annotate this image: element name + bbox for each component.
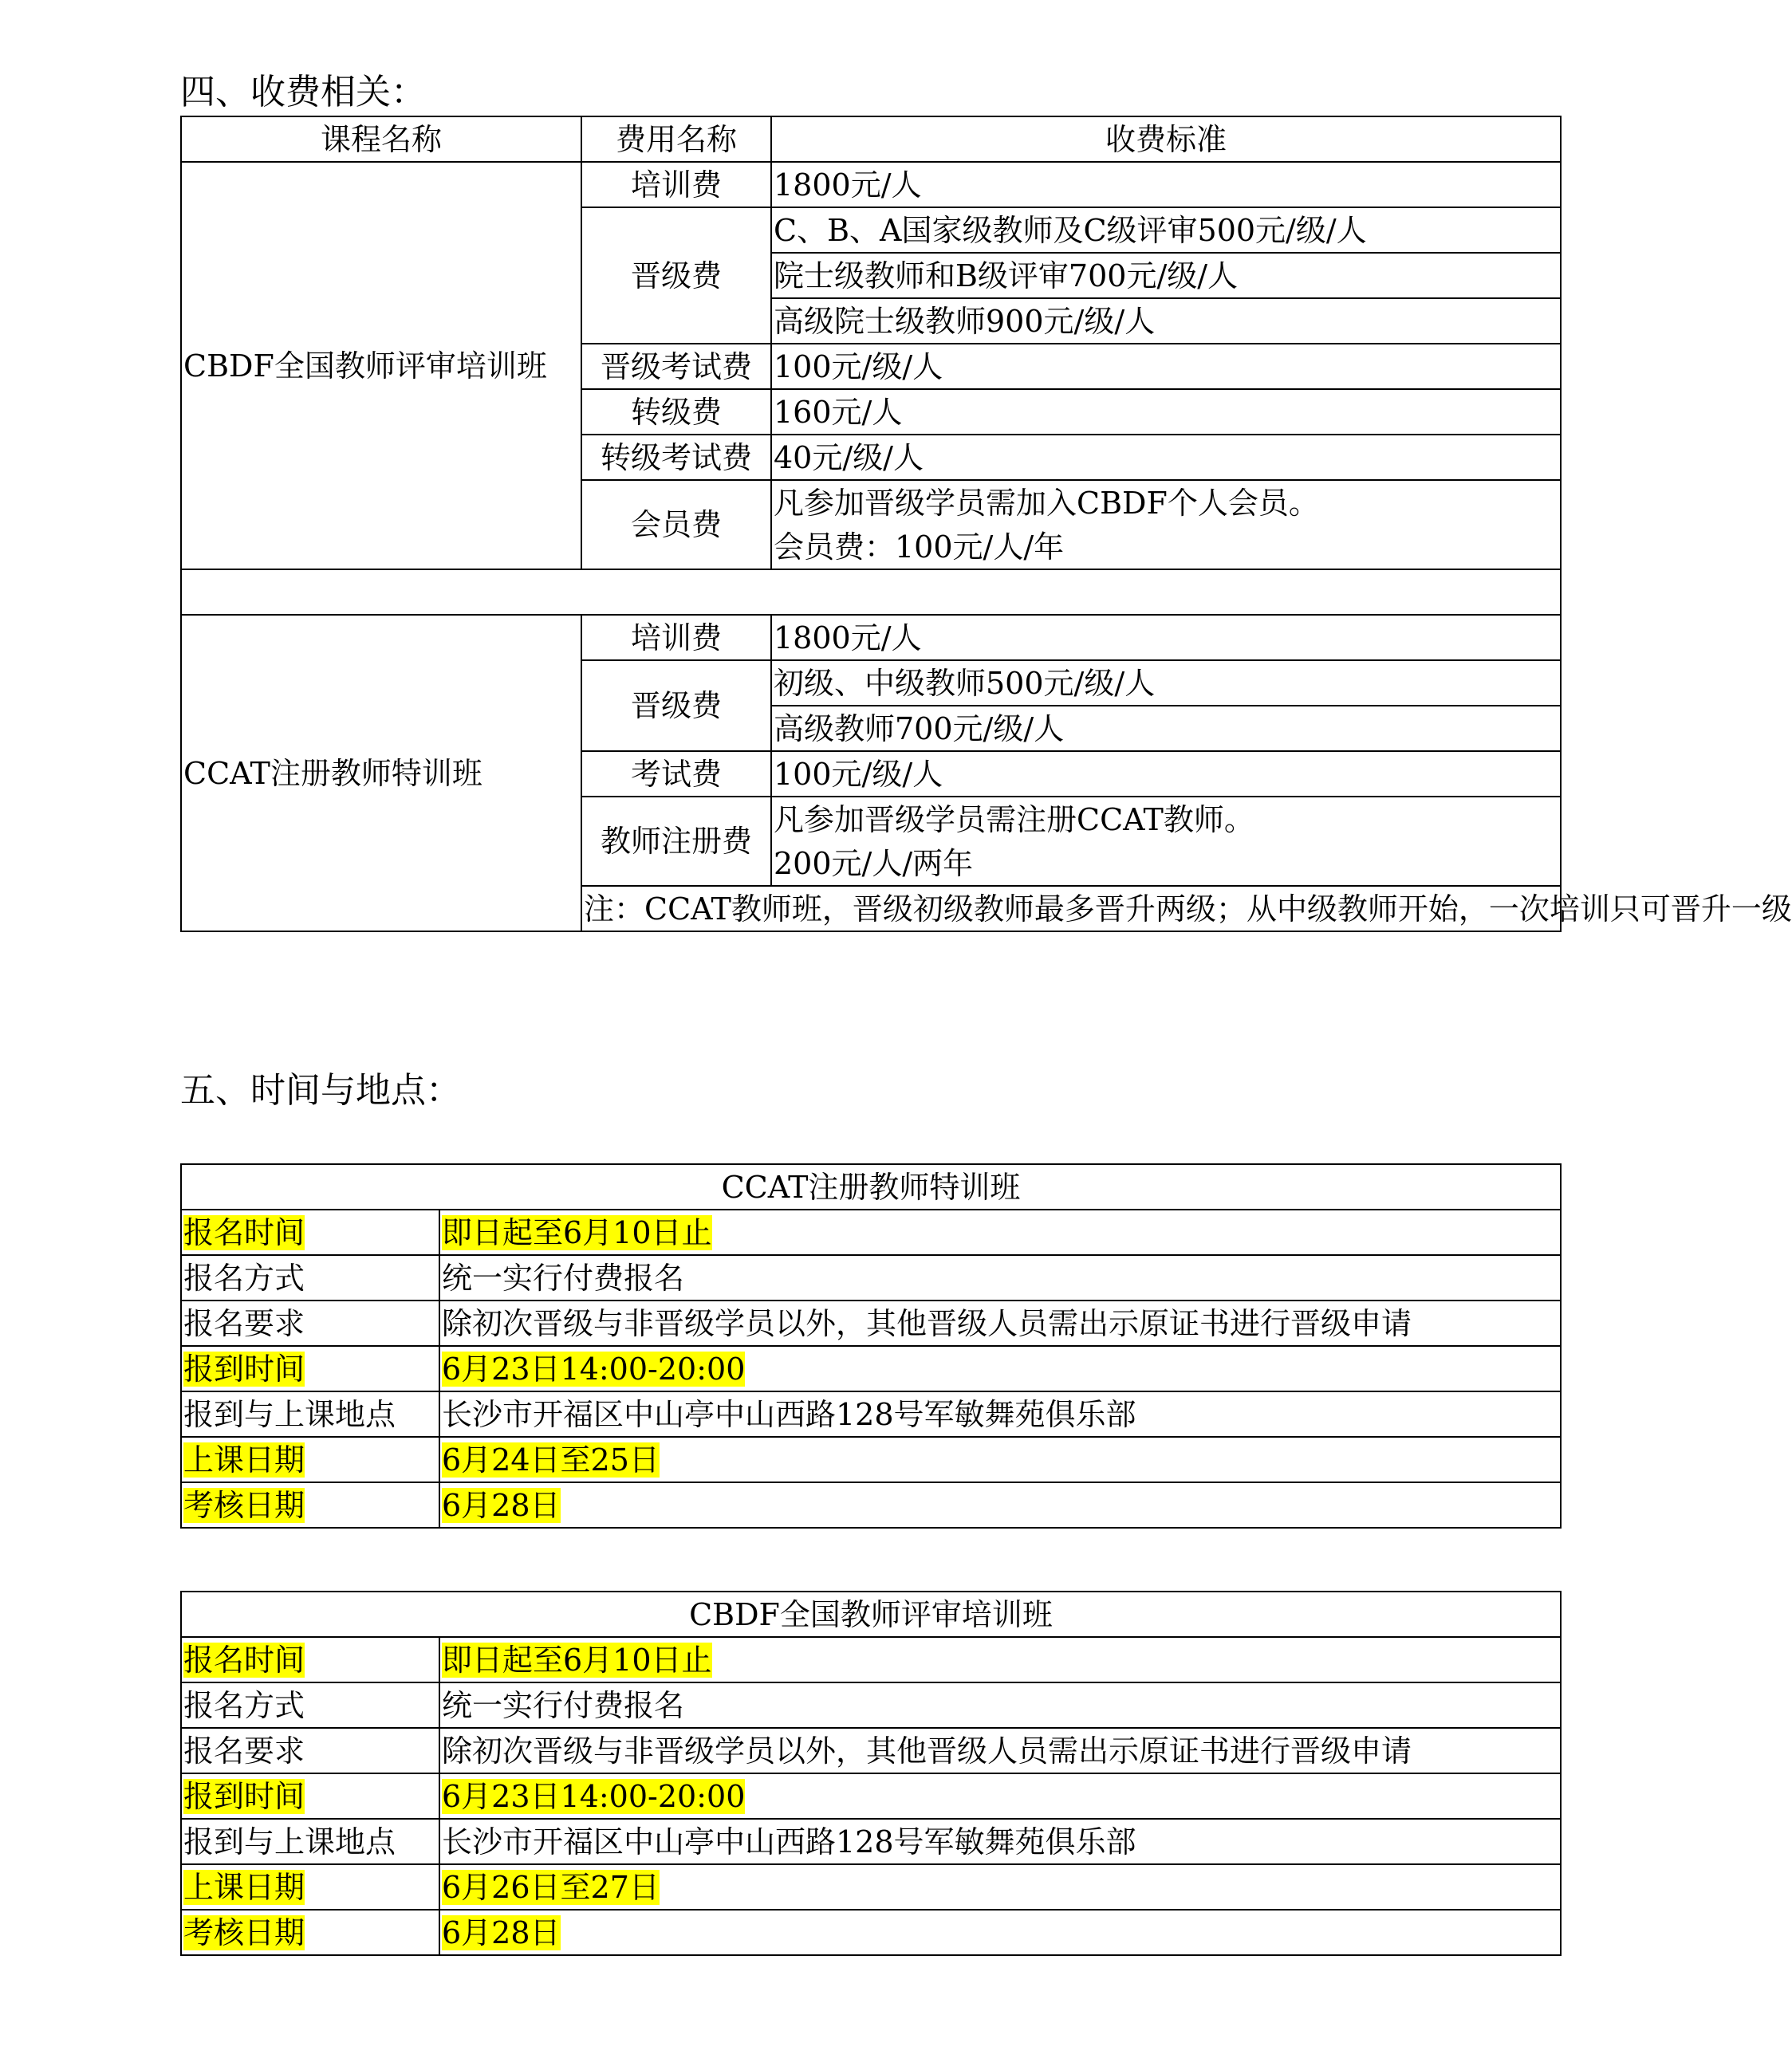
schedule-value: 6月26日至27日 [442,1869,660,1905]
table-row [181,162,1561,207]
header-fee-standard: 收费标准 [771,116,1561,162]
fee-name: 转级费 [581,389,771,435]
schedule-value: 6月28日 [442,1914,561,1950]
schedule-value: 即日起至6月10日止 [442,1214,712,1250]
fee-value: 初级、中级教师500元/级/人 [771,660,1561,706]
schedule-label: 报名时间 [183,1642,305,1678]
fees-table [180,116,1792,932]
ccat-schedule-table [180,1163,1562,1529]
schedule-row [181,1910,1561,1955]
table-header-row [181,116,1561,162]
fee-name: 晋级考试费 [581,344,771,389]
schedule-value: 6月24日至25日 [442,1442,660,1478]
fee-name: 考试费 [581,751,771,797]
schedule-label: 报名要求 [181,1301,439,1346]
fee-value: 会员费：100元/人/年 [771,525,1561,569]
schedule-label: 报到与上课地点 [181,1391,439,1437]
table-row [181,615,1561,660]
fee-value: 200元/人/两年 [771,841,1561,886]
schedule-title-row [181,1592,1561,1637]
fee-note: 注：CCAT教师班，晋级初级教师最多晋升两级；从中级教师开始，一次培训只可晋升一级 [581,886,1561,931]
schedule-label: 报到时间 [183,1778,305,1814]
schedule-value: 6月23日14:00-20:00 [442,1351,746,1387]
schedule-label: 报到时间 [183,1351,305,1387]
schedule-row [181,1301,1561,1346]
schedule-row [181,1773,1561,1819]
schedule-row [181,1437,1561,1482]
fee-value: 40元/级/人 [771,435,1561,480]
fee-name: 晋级费 [581,660,771,751]
fee-name: 培训费 [581,615,771,660]
schedule-label: 报名时间 [183,1214,305,1250]
cbdf-schedule-table [180,1591,1562,1956]
schedule-label: 报名方式 [181,1682,439,1728]
fee-name: 教师注册费 [581,797,771,886]
schedule-label: 报名要求 [181,1728,439,1773]
schedule-label: 上课日期 [183,1442,305,1478]
fee-value: 凡参加晋级学员需注册CCAT教师。 [771,797,1561,841]
fees-heading: 四、收费相关： [180,72,426,112]
schedule-row [181,1637,1561,1682]
schedule-label: 考核日期 [183,1487,305,1523]
schedule-row [181,1391,1561,1437]
schedule-value: 除初次晋级与非晋级学员以外，其他晋级人员需出示原证书进行晋级申请 [439,1728,1561,1773]
fee-value: 高级院士级教师900元/级/人 [771,298,1561,344]
schedule-value: 除初次晋级与非晋级学员以外，其他晋级人员需出示原证书进行晋级申请 [439,1301,1561,1346]
fee-name: 晋级费 [581,207,771,344]
schedule-value: 统一实行付费报名 [439,1682,1561,1728]
fee-value: 院士级教师和B级评审700元/级/人 [771,253,1561,298]
fee-name: 转级考试费 [581,435,771,480]
schedule-row [181,1482,1561,1528]
schedule-value: 长沙市开福区中山亭中山西路128号军敏舞苑俱乐部 [439,1819,1561,1864]
ccat-schedule-title: CCAT注册教师特训班 [181,1164,1561,1210]
header-fee-name: 费用名称 [581,116,771,162]
schedule-row [181,1255,1561,1301]
schedule-title-row [181,1164,1561,1210]
schedule-row [181,1210,1561,1255]
schedule-row [181,1682,1561,1728]
fee-value: 1800元/人 [771,162,1561,207]
ccat-course-name: CCAT注册教师特训班 [181,615,581,931]
schedule-value: 6月23日14:00-20:00 [442,1778,746,1814]
fee-value: 100元/级/人 [771,751,1561,797]
schedule-label: 考核日期 [183,1914,305,1950]
table-spacer-row [181,569,1561,615]
fee-name: 培训费 [581,162,771,207]
schedule-label: 上课日期 [183,1869,305,1905]
cbdf-schedule-title: CBDF全国教师评审培训班 [181,1592,1561,1637]
schedule-value: 6月28日 [442,1487,561,1523]
schedule-value: 统一实行付费报名 [439,1255,1561,1301]
spacer-cell [181,569,1561,615]
schedule-heading: 五、时间与地点： [180,1070,461,1111]
schedule-row [181,1864,1561,1910]
header-course: 课程名称 [181,116,581,162]
schedule-row [181,1728,1561,1773]
fee-value: 1800元/人 [771,615,1561,660]
schedule-value: 即日起至6月10日止 [442,1642,712,1678]
fee-value: 高级教师700元/级/人 [771,706,1561,751]
fee-value: C、B、A国家级教师及C级评审500元/级/人 [771,207,1561,253]
fee-value: 100元/级/人 [771,344,1561,389]
schedule-label: 报名方式 [181,1255,439,1301]
fee-value: 凡参加晋级学员需加入CBDF个人会员。 [771,480,1561,525]
schedule-row [181,1346,1561,1391]
schedule-label: 报到与上课地点 [181,1819,439,1864]
fee-value: 160元/人 [771,389,1561,435]
schedule-value: 长沙市开福区中山亭中山西路128号军敏舞苑俱乐部 [439,1391,1561,1437]
fee-name: 会员费 [581,480,771,569]
cbdf-course-name: CBDF全国教师评审培训班 [181,162,581,569]
schedule-row [181,1819,1561,1864]
